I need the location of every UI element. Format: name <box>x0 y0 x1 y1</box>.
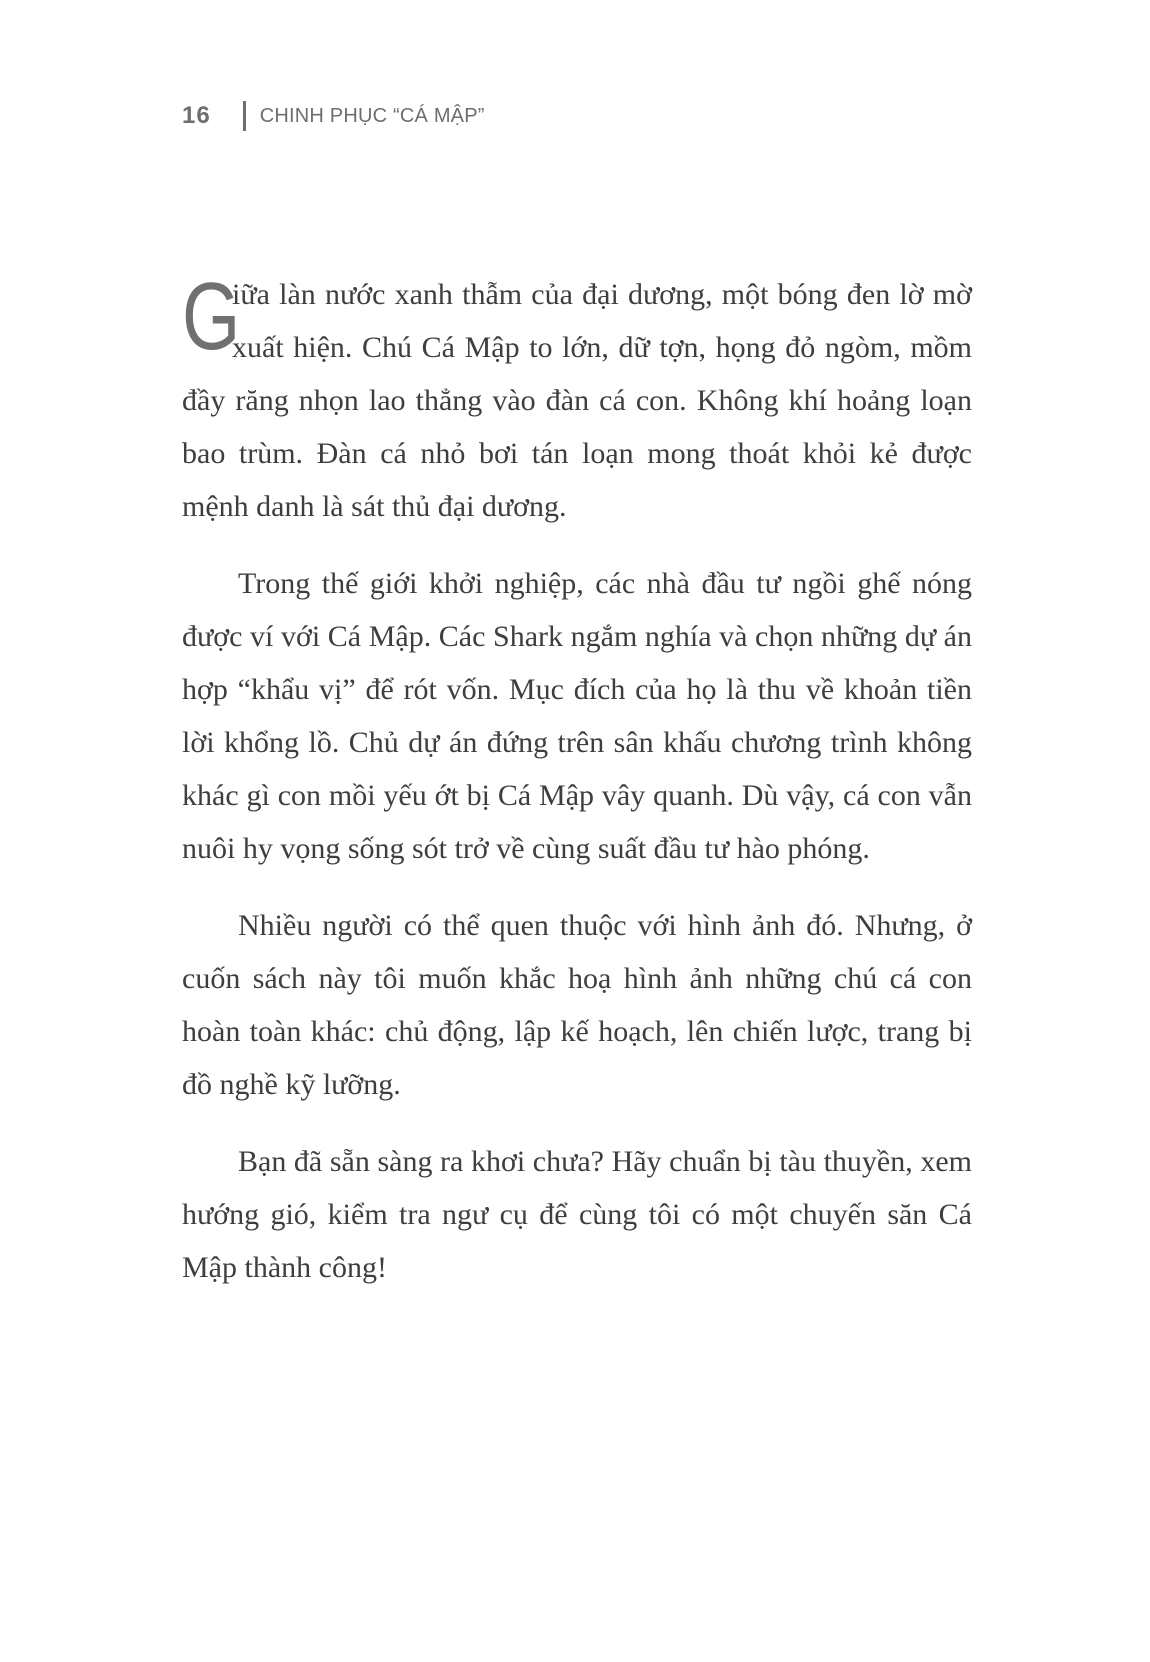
page-number: 16 <box>182 102 211 129</box>
paragraph-1-text: iữa làn nước xanh thẫm của đại dương, một bóng đen lờ mờ xuất hiện. Chú Cá Mập to lớn, dữ tợn, họng đỏ ngòm, mồm đầy răng nhọn lao thẳng vào đàn cá con. Không khí hoảng loạn bao trùm. Đàn cá nhỏ bơi tán loạn mong thoát khỏi kẻ được mệnh danh là sát thủ đại dương. <box>182 278 972 523</box>
paragraph-3: Nhiều người có thể quen thuộc với hình ảnh đó. Nhưng, ở cuốn sách này tôi muốn khắc hoạ hình ảnh những chú cá con hoàn toàn khác: chủ động, lập kế hoạch, lên chiến lược, trang bị đồ nghề kỹ lưỡng. <box>182 909 972 1101</box>
book-title: CHINH PHỤC “CÁ MẬP” <box>259 104 485 127</box>
running-header <box>182 96 485 136</box>
paragraph-2: Trong thế giới khởi nghiệp, các nhà đầu tư ngồi ghế nóng được ví với Cá Mập. Các Shark ngắm nghía và chọn những dự án hợp “khẩu vị” để rót vốn. Mục đích của họ là thu về khoản tiền lời khổng lồ. Chủ dự án đứng trên sân khấu chương trình không khác gì con mồi yếu ớt bị Cá Mập vây quanh. Dù vậy, cá con vẫn nuôi hy vọng sống sót trở về cùng suất đầu tư hào phóng. <box>182 567 972 865</box>
paragraph-1 <box>182 263 972 533</box>
drop-cap: G <box>182 263 241 370</box>
body-text <box>182 263 972 1318</box>
header-divider <box>243 101 246 131</box>
paragraph-4: Bạn đã sẵn sàng ra khơi chưa? Hãy chuẩn bị tàu thuyền, xem hướng gió, kiểm tra ngư cụ để cùng tôi có một chuyến săn Cá Mập thành công! <box>182 1145 972 1284</box>
